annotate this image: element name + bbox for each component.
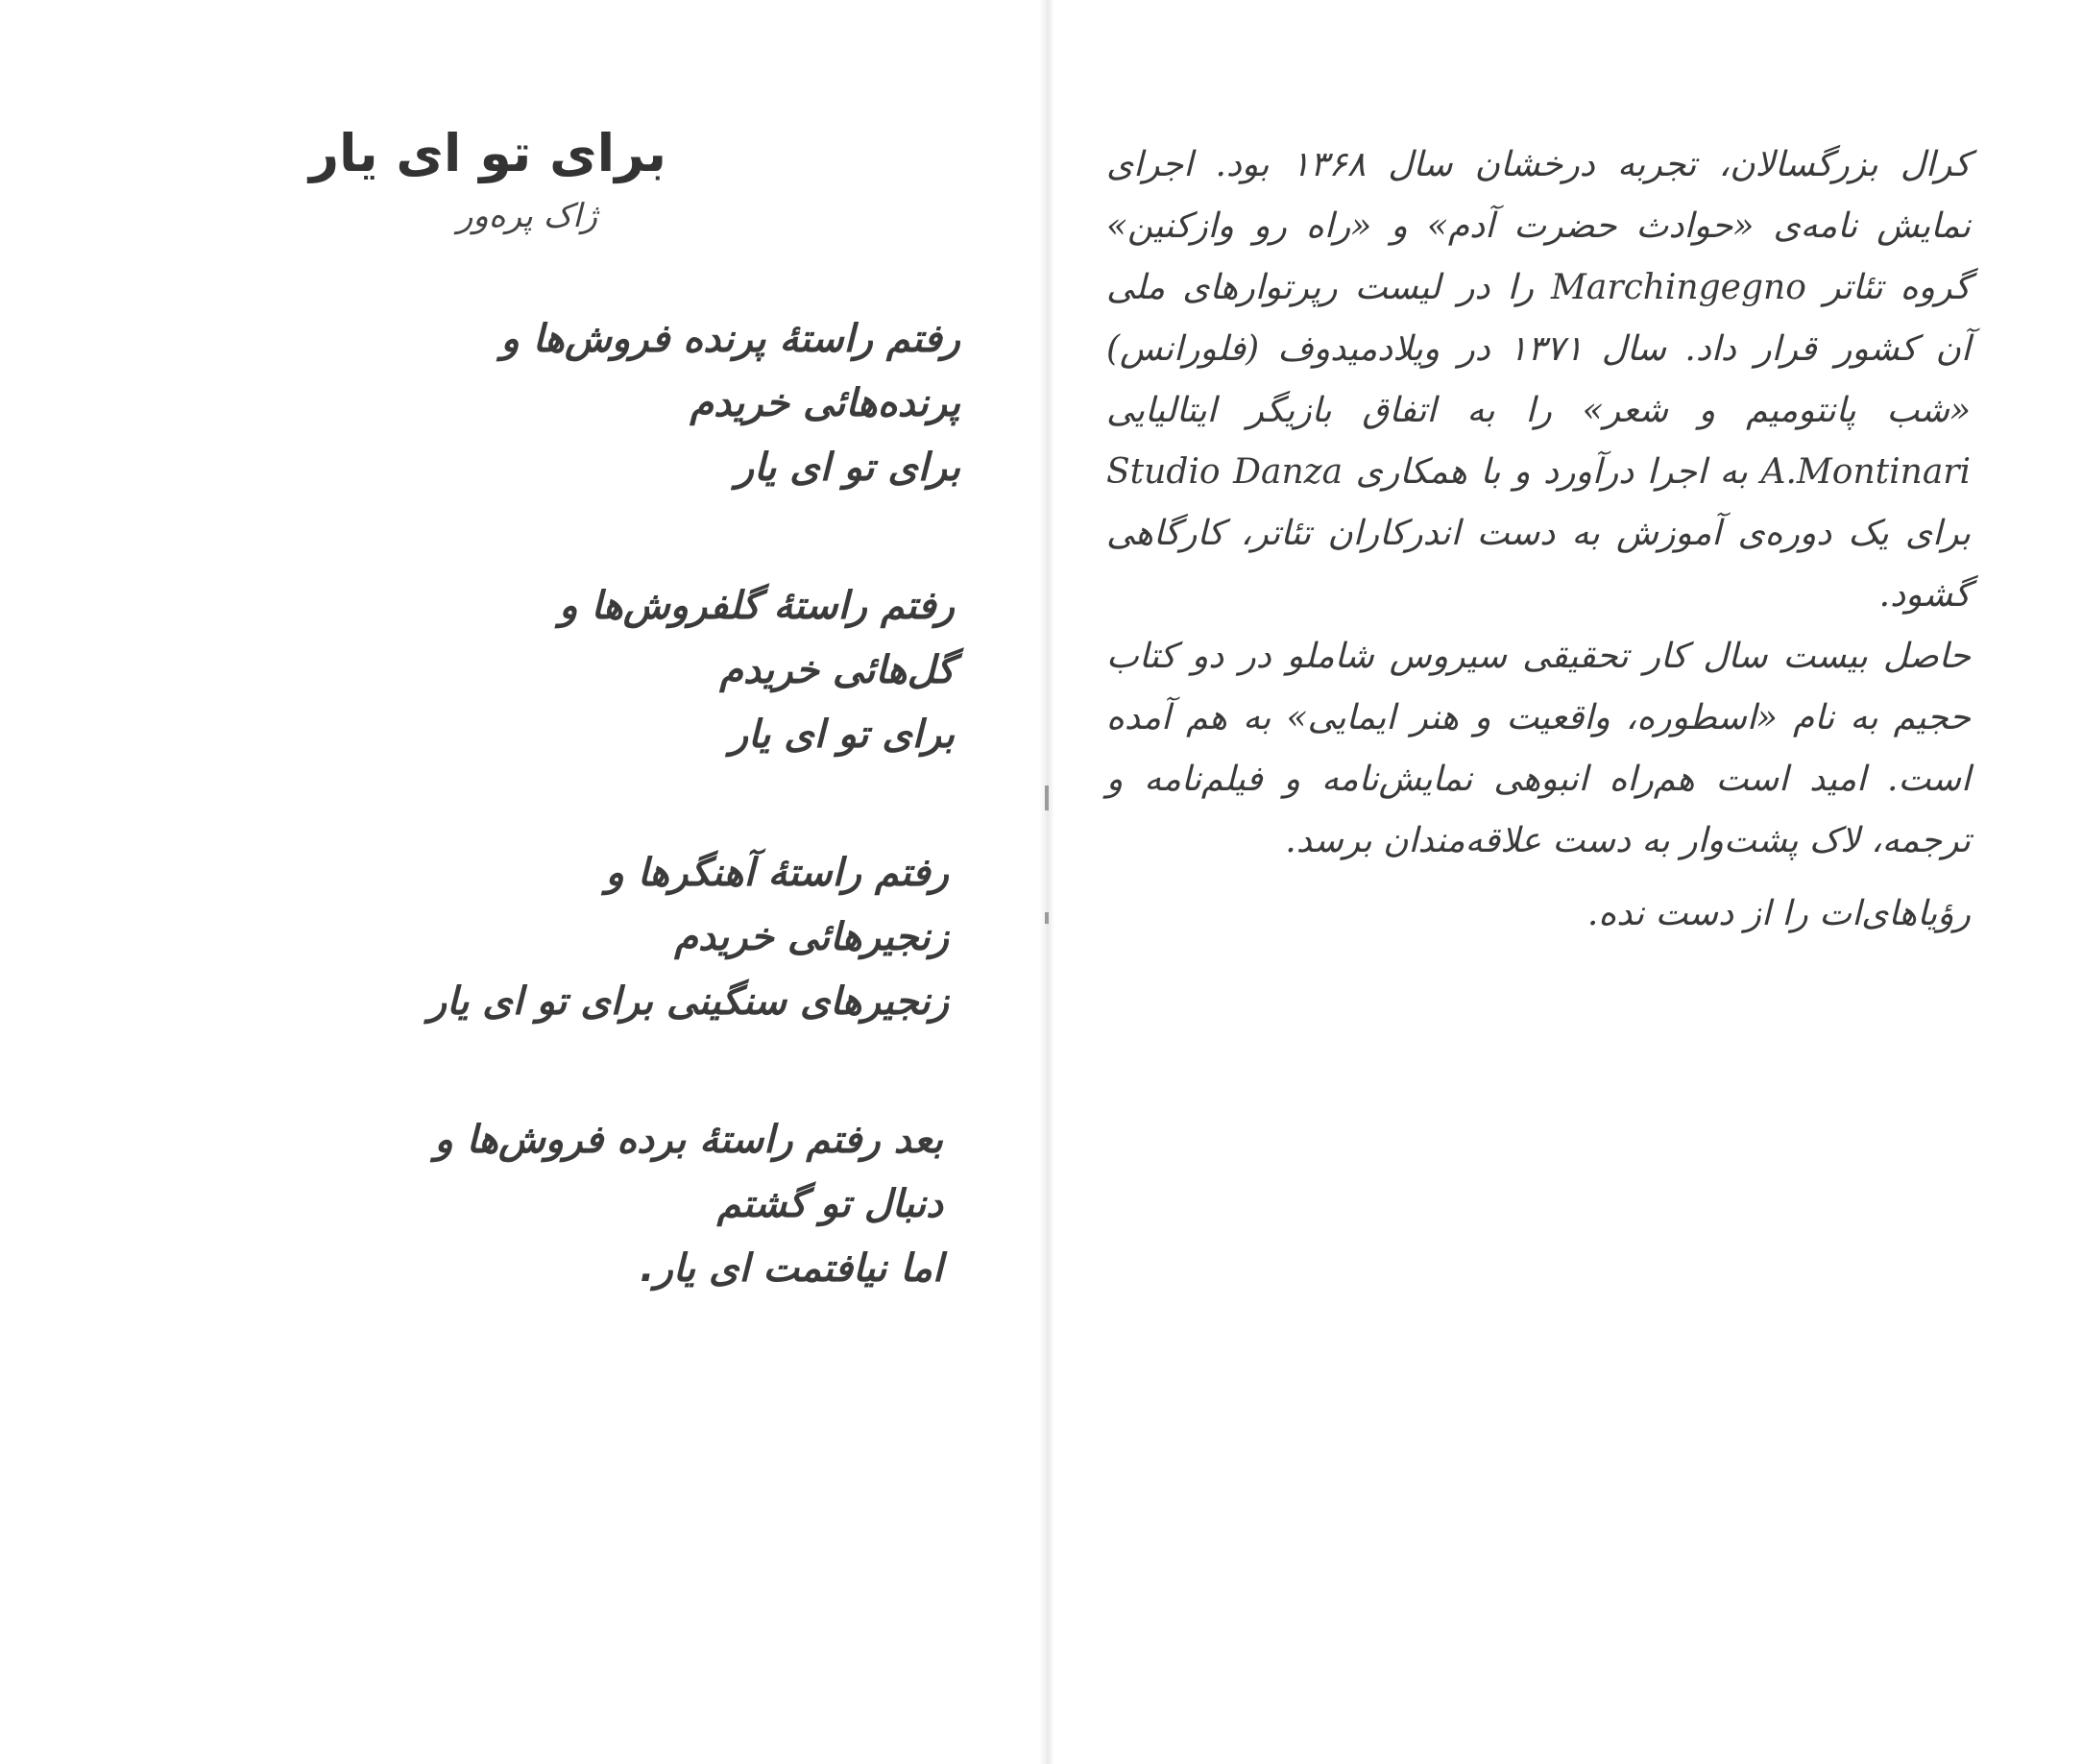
stanza bbox=[134, 574, 955, 767]
poem-line: پرنده‌هائی خریدم bbox=[690, 381, 960, 425]
stanza bbox=[134, 1108, 943, 1301]
text-segment-latin: Marchingegno bbox=[1551, 268, 1806, 307]
text-segment: رؤیاهای‌ات را از دست نده. bbox=[1586, 894, 1971, 933]
poem-author: ژاک پره‌ور bbox=[457, 197, 597, 235]
stanza bbox=[134, 841, 949, 1034]
paragraph bbox=[1106, 134, 1971, 626]
text-segment: به اجرا درآورد و با همکاری bbox=[1343, 452, 1761, 492]
bio-text bbox=[1106, 134, 1971, 945]
poem-line: برای تو ای یار bbox=[735, 446, 960, 490]
poem-line: گل‌هائی خریدم bbox=[719, 648, 955, 692]
poem-line: دنبال تو گشتم bbox=[716, 1182, 943, 1226]
text-segment: کرال بزرگسالان، تجربه درخشان سال ۱۳۶۸ بود. اجرای نمایش نامه‌ی «حوادث حضرت آدم» و «راه رو وازکنین» گروه تئاتر bbox=[1106, 145, 1971, 307]
text-segment-latin: A.Montinari bbox=[1760, 452, 1971, 492]
right-page bbox=[1054, 0, 2082, 1764]
poem-line: زنجیرهائی خریدم bbox=[674, 915, 949, 959]
left-page bbox=[0, 0, 1039, 1764]
book-gutter bbox=[1039, 0, 1054, 1764]
poem-line: زنجیرهای سنگینی برای تو ای یار bbox=[427, 979, 949, 1024]
poem-line: برای تو ای یار bbox=[729, 713, 955, 757]
text-segment: حاصل بیست سال کار تحقیقی سیروس شاملو در دو کتاب حجیم به نام «اسطوره، واقعیت و هنر ایمایی» به هم آمده است. امید است هم‌راه انبوهی نمایش‌نامه و فیلم‌نامه و ترجمه، لاک پشت‌وار به دست علاقه‌مندان برسد. bbox=[1106, 637, 1971, 860]
poem-line: رفتم راستهٔ پرنده فروش‌ها و bbox=[500, 317, 960, 361]
paragraph bbox=[1106, 626, 1971, 872]
binding-stitch-mark bbox=[1045, 912, 1049, 924]
binding-stitch-mark bbox=[1045, 785, 1049, 810]
poem-body bbox=[134, 307, 960, 1375]
poem-line: اما نیافتمت ای یار. bbox=[640, 1246, 943, 1291]
poem-line: رفتم راستهٔ گلفروش‌ها و bbox=[559, 584, 955, 628]
closing-line bbox=[1106, 883, 1971, 945]
poem-line: رفتم راستهٔ آهنگرها و bbox=[605, 851, 949, 895]
text-segment: را در لیست رپرتوارهای ملی آن کشور قرار داد. سال ۱۳۷۱ در ویلادمیدوف (فلورانس) «شب پانتومیم و شعر» را به اتفاق بازیگر ایتالیایی bbox=[1106, 268, 1971, 430]
stanza bbox=[134, 307, 960, 500]
poem-title: برای تو ای یار bbox=[308, 123, 666, 183]
text-segment-latin: Studio Danza bbox=[1106, 452, 1344, 492]
text-segment: برای یک دوره‌ی آموزش به دست اندرکاران تئاتر، کارگاهی گشود. bbox=[1106, 514, 1971, 615]
poem-line: بعد رفتم راستهٔ برده فروش‌ها و bbox=[434, 1118, 943, 1162]
